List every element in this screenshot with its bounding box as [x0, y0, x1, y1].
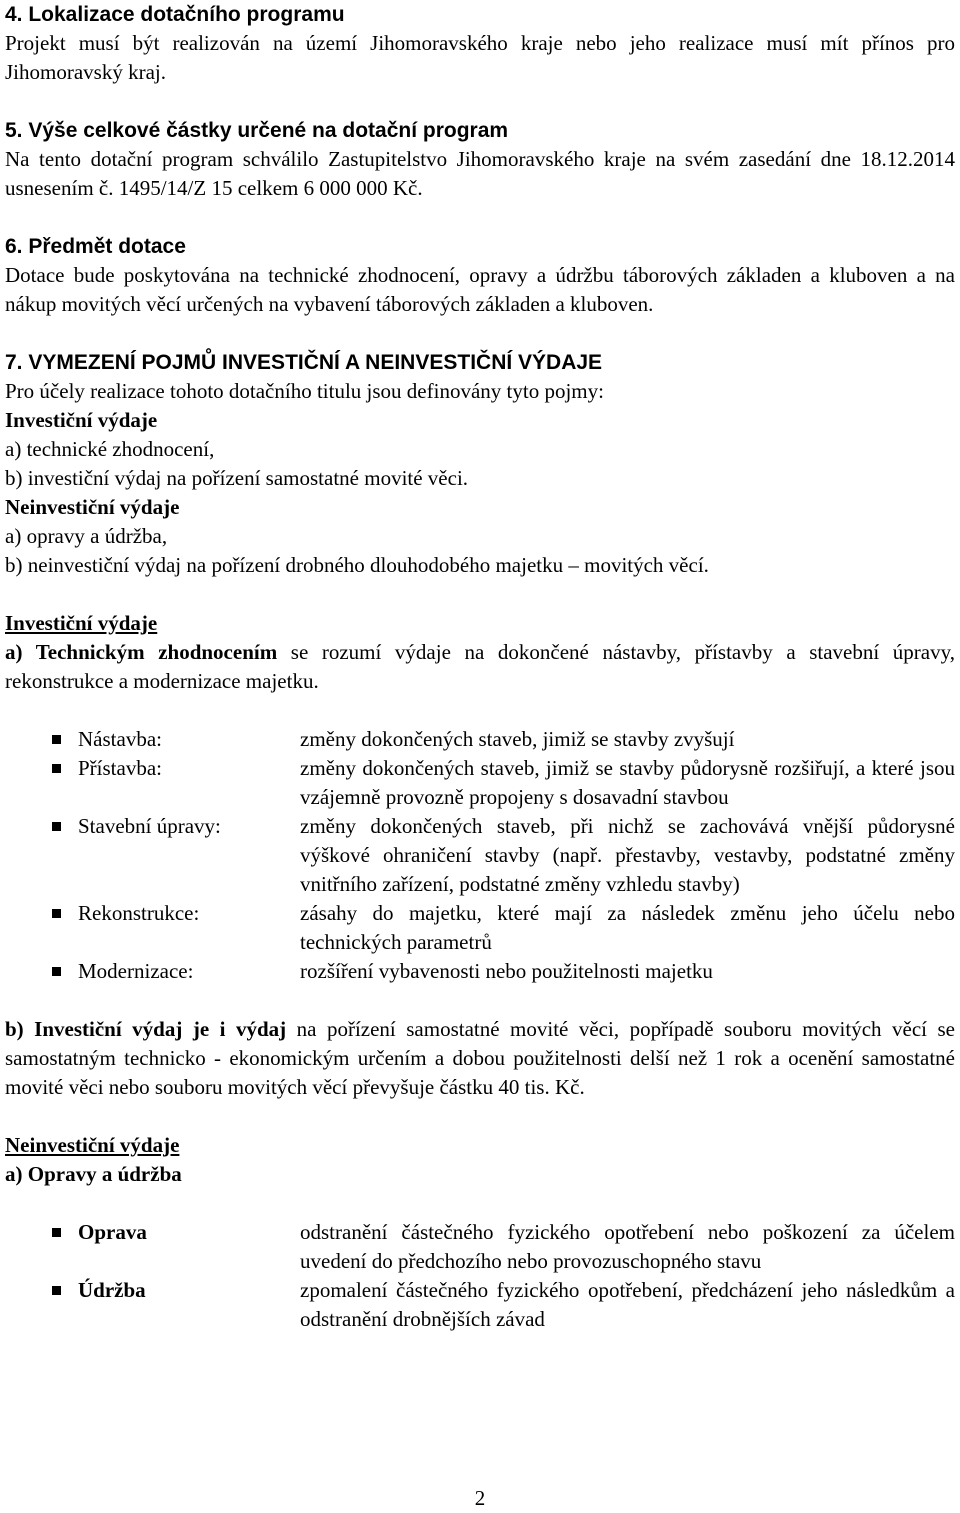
definition-desc: zásahy do majetku, které mají za následek změnu jeho účelu nebo technických parametrů	[300, 901, 955, 954]
section-5-text: Na tento dotační program schválilo Zastupitelstvo Jihomoravského kraje na svém zasedání dne 18.12.2014 usnesením č. 1495/14/Z 15 celkem 6 000 000 Kč.	[5, 147, 955, 200]
investment-expense-text: na pořízení samostatné movité věci, popřípadě souboru movitých věcí se samostatným technicko - ekonomickým určením a dobou použitelnosti delší než 1 rok a ocenění samostatné movité věci nebo souboru movitých věcí převyšuje částku 40 tis. Kč.	[5, 1017, 955, 1099]
investment-expense-paragraph	[5, 1015, 955, 1102]
definition-row	[52, 1218, 955, 1276]
section-7-title: 7. VYMEZENÍ POJMŮ INVESTIČNÍ A NEINVESTIČNÍ VÝDAJE	[5, 351, 603, 374]
non-investment-heading: Neinvestiční výdaje	[5, 495, 180, 519]
section-5-title: 5. Výše celkové částky určené na dotační program	[5, 119, 509, 142]
definition-row	[52, 725, 955, 754]
section-7-intro: Pro účely realizace tohoto dotačního titulu jsou definovány tyto pojmy:	[5, 379, 604, 403]
definition-desc: odstranění částečného fyzického opotřebení nebo poškození za účelem uvedení do předchozího nebo provozuschopného stavu	[300, 1220, 955, 1273]
definition-term: Přístavba:	[78, 756, 162, 780]
investment-expense-term: b) Investiční výdaj je i výdaj	[5, 1017, 287, 1041]
definition-row	[52, 812, 955, 899]
definition-row	[52, 754, 955, 812]
section-4	[5, 0, 955, 87]
definition-desc: změny dokončených staveb, při nichž se zachovává vnější půdorysné výškové ohraničení stavby (např. přestavby, vestavby, podstatné změny vnitřního zařízení, podstatné změny vzhledu stavby)	[300, 814, 955, 896]
definition-term: Modernizace:	[78, 959, 194, 983]
definition-desc: změny dokončených staveb, jimiž se stavby zvyšují	[300, 727, 735, 751]
section-7	[5, 348, 955, 580]
section-6-title: 6. Předmět dotace	[5, 235, 186, 258]
repairs-maintenance-heading: a) Opravy a údržba	[5, 1162, 182, 1186]
definition-term: Nástavba:	[78, 727, 162, 751]
investment-heading: Investiční výdaje	[5, 408, 158, 432]
page-number: 2	[474, 1486, 486, 1510]
investment-section-heading: Investiční výdaje	[5, 611, 158, 635]
investment-section	[5, 609, 955, 696]
definition-row	[52, 957, 955, 986]
definition-desc: změny dokončených staveb, jimiž se stavby půdorysně rozšiřují, a které jsou vzájemně provozně propojeny s dosavadní stavbou	[300, 756, 955, 809]
investment-item-a: a) technické zhodnocení,	[5, 437, 215, 461]
technical-improvement-paragraph	[5, 638, 955, 696]
definition-row	[52, 1276, 955, 1334]
definition-row	[52, 899, 955, 957]
non-investment-item-a: a) opravy a údržba,	[5, 524, 168, 548]
technical-improvement-term: a) Technickým zhodnocením	[5, 640, 278, 664]
definition-desc: rozšíření vybavenosti nebo použitelnosti majetku	[300, 959, 713, 983]
non-investment-definitions-list	[52, 1218, 955, 1334]
technical-improvement-text: se rozumí výdaje na dokončené nástavby, přístavby a stavební úpravy, rekonstrukce a modernizace majetku.	[5, 640, 955, 693]
non-investment-section	[5, 1131, 955, 1189]
section-6	[5, 232, 955, 319]
definition-term: Oprava	[78, 1220, 147, 1244]
non-investment-item-b: b) neinvestiční výdaj na pořízení drobného dlouhodobého majetku – movitých věcí.	[5, 553, 709, 577]
investment-definitions-list	[52, 725, 955, 986]
section-4-text: Projekt musí být realizován na území Jihomoravského kraje nebo jeho realizace musí mít přínos pro Jihomoravský kraj.	[5, 31, 955, 84]
section-5	[5, 116, 955, 203]
definition-term: Rekonstrukce:	[78, 901, 200, 925]
section-6-text: Dotace bude poskytována na technické zhodnocení, opravy a údržbu táborových základen a kluboven a na nákup movitých věcí určených na vybavení táborových základen a kluboven.	[5, 263, 955, 316]
definition-desc: zpomalení částečného fyzického opotřebení, předcházení jeho následkům a odstranění drobnějších závad	[300, 1278, 955, 1331]
section-4-title: 4. Lokalizace dotačního programu	[5, 3, 345, 26]
document-page	[5, 0, 955, 1334]
investment-item-b: b) investiční výdaj na pořízení samostatné movité věci.	[5, 466, 469, 490]
definition-term: Údržba	[78, 1278, 146, 1302]
definition-term: Stavební úpravy:	[78, 814, 221, 838]
non-investment-section-heading: Neinvestiční výdaje	[5, 1133, 180, 1157]
